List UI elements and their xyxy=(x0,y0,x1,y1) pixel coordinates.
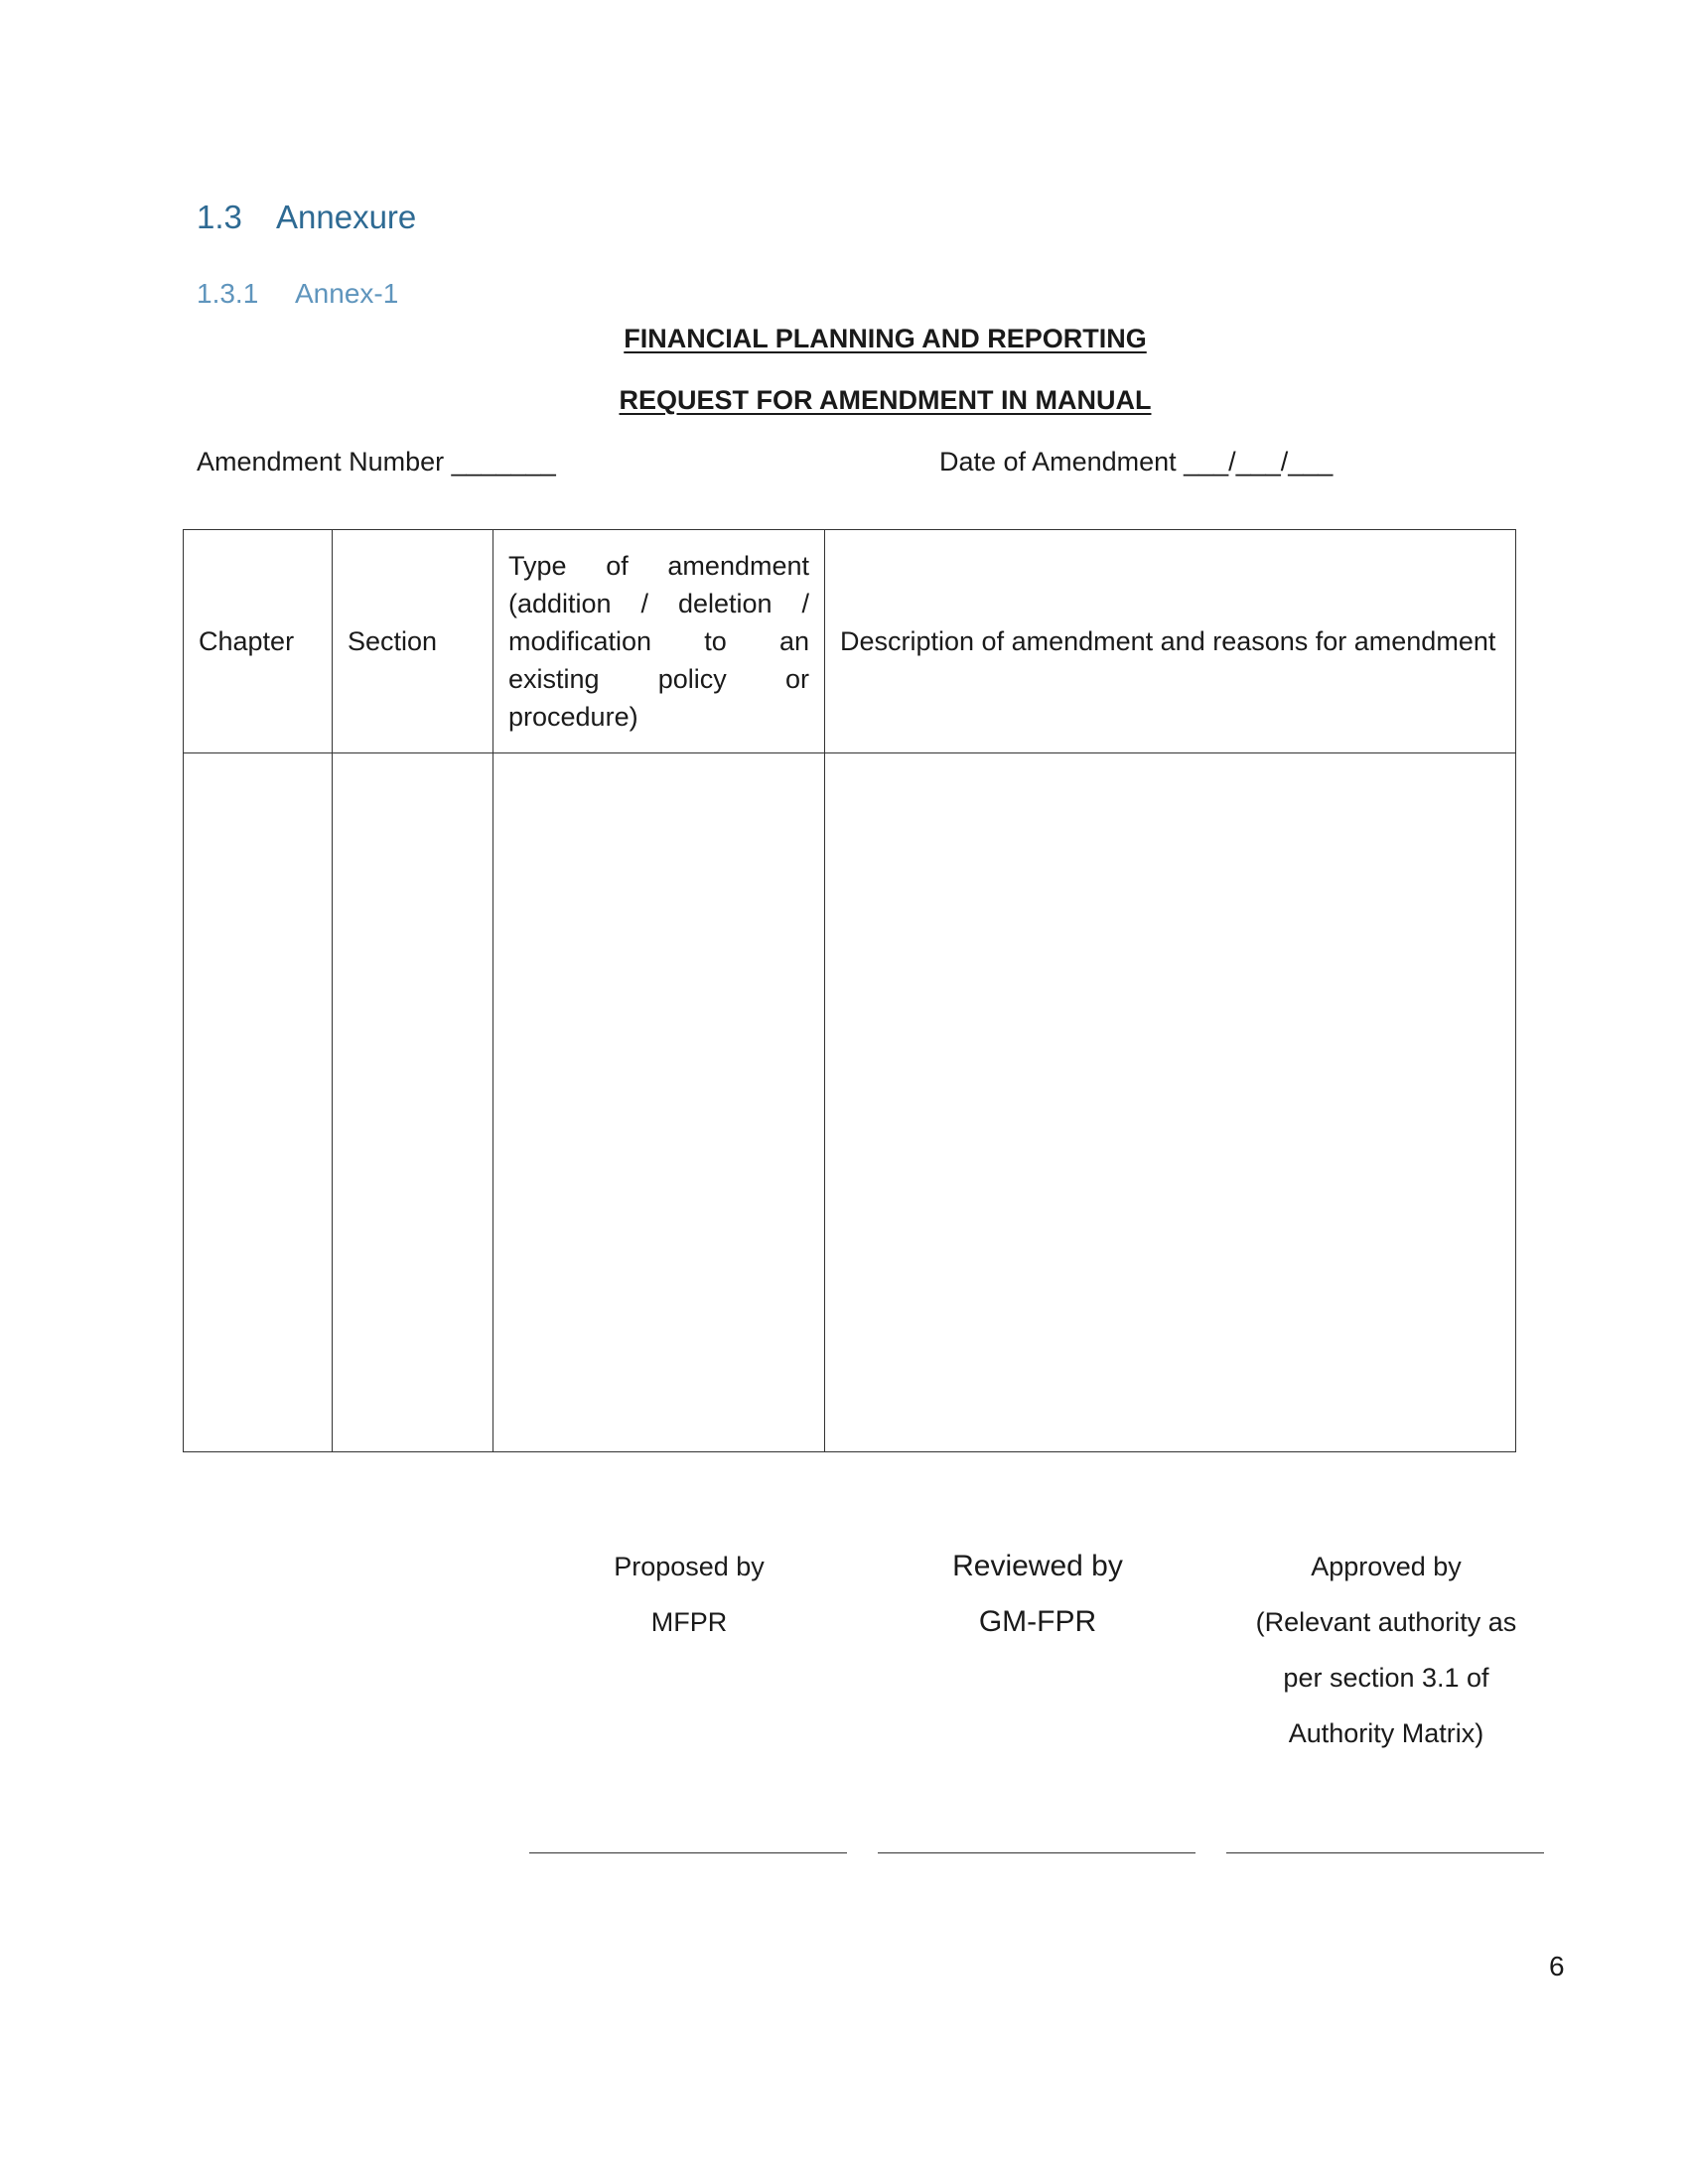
subsection-heading xyxy=(197,278,398,310)
cell-description xyxy=(825,753,1516,1452)
table-header-row xyxy=(184,530,1516,753)
form-subtitle: REQUEST FOR AMENDMENT IN MANUAL xyxy=(619,385,1152,415)
signature-name: GM-FPR xyxy=(978,1605,1097,1638)
header-section: Section xyxy=(333,530,493,753)
section-heading xyxy=(197,199,416,236)
date-of-amendment-field: Date of Amendment ___/___/___ xyxy=(939,447,1334,477)
signature-name-line-3: Authority Matrix) xyxy=(1288,1718,1484,1748)
cell-type-of-amendment xyxy=(493,753,825,1452)
header-description: Description of amendment and reasons for amendment xyxy=(825,530,1516,753)
subsection-title: Annex-1 xyxy=(295,278,399,309)
amendment-number-field: Amendment Number _______ xyxy=(197,447,556,477)
signature-name: (Relevant authority as xyxy=(1255,1607,1517,1637)
signature-line-approved xyxy=(1226,1852,1544,1853)
signature-role: Proposed by xyxy=(614,1552,765,1581)
section-number: 1.3 xyxy=(197,199,242,235)
header-chapter: Chapter xyxy=(184,530,333,753)
signature-approved-by xyxy=(1222,1539,1550,1761)
cell-section xyxy=(333,753,493,1452)
subsection-number: 1.3.1 xyxy=(197,278,259,309)
amendment-table xyxy=(183,529,1516,1452)
signature-line-reviewed xyxy=(878,1852,1196,1853)
signature-reviewed-by xyxy=(874,1539,1201,1650)
page-number: 6 xyxy=(1549,1951,1565,1981)
signature-name-line-2: per section 3.1 of xyxy=(1283,1663,1489,1693)
form-title: FINANCIAL PLANNING AND REPORTING xyxy=(624,324,1147,353)
table-row xyxy=(184,753,1516,1452)
cell-chapter xyxy=(184,753,333,1452)
signature-role: Reviewed by xyxy=(952,1550,1123,1582)
header-type-of-amendment: Type of amendment (addition / deletion / modification to an existing policy or procedure) xyxy=(493,530,825,753)
signature-name: MFPR xyxy=(650,1607,728,1637)
signature-role: Approved by xyxy=(1311,1552,1462,1581)
signature-proposed-by xyxy=(525,1539,853,1650)
signature-line-proposed xyxy=(529,1852,847,1853)
section-title: Annexure xyxy=(276,199,417,235)
